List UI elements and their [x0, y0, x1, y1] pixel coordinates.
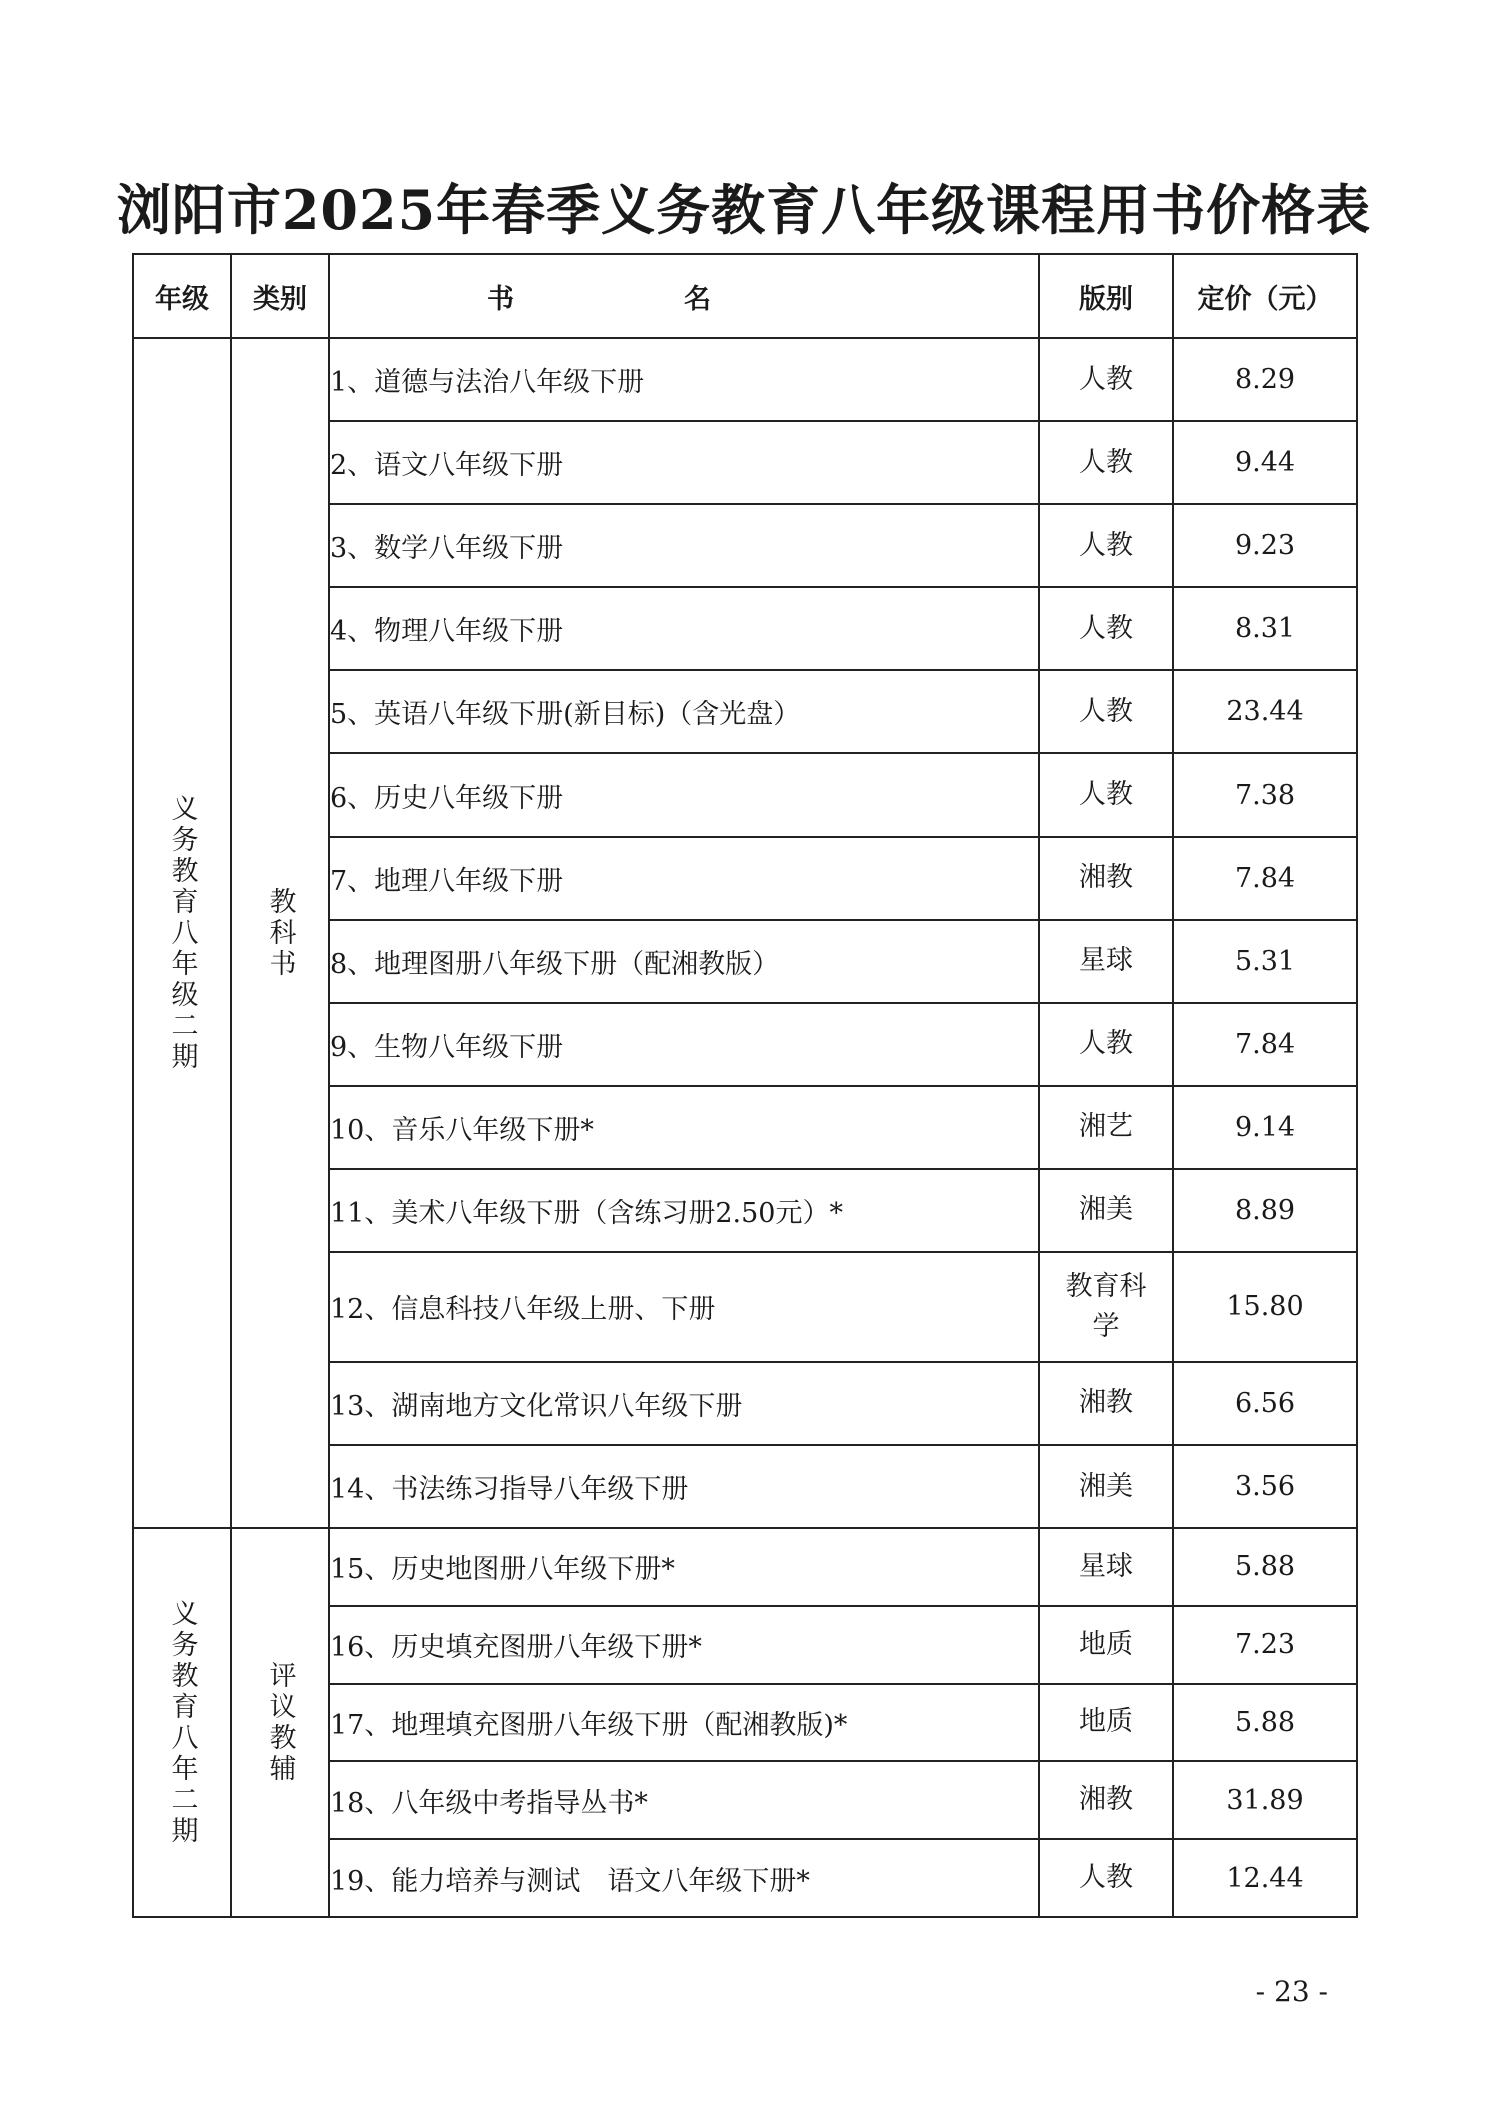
book-name-cell: 6、历史八年级下册	[329, 753, 1039, 836]
grade-cell	[133, 1528, 231, 1917]
edition-label: 地质	[1079, 1706, 1133, 1738]
book-name-cell: 1、道德与法治八年级下册	[329, 338, 1039, 421]
page-title: 浏阳市2025年春季义务教育八年级课程用书价格表	[116, 178, 1372, 242]
edition-label: 教育科学	[1065, 1270, 1147, 1342]
edition-cell	[1039, 1528, 1173, 1606]
page-number: - 23 -	[1255, 1975, 1328, 2008]
book-name-cell: 18、八年级中考指导丛书*	[329, 1761, 1039, 1839]
price-cell: 23.44	[1173, 670, 1357, 753]
edition-cell	[1039, 587, 1173, 670]
price-cell: 6.56	[1173, 1362, 1357, 1445]
category-label: 评议教辅	[264, 1660, 296, 1785]
edition-cell	[1039, 1003, 1173, 1086]
price-cell: 7.84	[1173, 1003, 1357, 1086]
edition-cell	[1039, 421, 1173, 504]
header-category: 类别	[231, 254, 329, 338]
header-edition: 版别	[1039, 254, 1173, 338]
price-cell: 9.44	[1173, 421, 1357, 504]
book-name-cell: 3、数学八年级下册	[329, 504, 1039, 587]
edition-label: 人教	[1079, 1028, 1133, 1060]
edition-label: 人教	[1079, 1862, 1133, 1894]
book-name-cell: 4、物理八年级下册	[329, 587, 1039, 670]
edition-label: 湘教	[1079, 862, 1133, 894]
price-cell: 15.80	[1173, 1252, 1357, 1362]
edition-cell	[1039, 1445, 1173, 1528]
edition-label: 人教	[1079, 779, 1133, 811]
edition-cell	[1039, 1761, 1173, 1839]
book-name-cell: 8、地理图册八年级下册（配湘教版）	[329, 920, 1039, 1003]
edition-label: 星球	[1079, 945, 1133, 977]
price-cell: 9.14	[1173, 1086, 1357, 1169]
book-name-cell: 19、能力培养与测试 语文八年级下册*	[329, 1839, 1039, 1917]
header-book-name	[329, 254, 1039, 338]
edition-cell	[1039, 1252, 1173, 1362]
book-name-cell: 2、语文八年级下册	[329, 421, 1039, 504]
category-label: 教科书	[264, 886, 296, 980]
edition-cell	[1039, 837, 1173, 920]
book-name-cell: 12、信息科技八年级上册、下册	[329, 1252, 1039, 1362]
book-name-cell: 10、音乐八年级下册*	[329, 1086, 1039, 1169]
price-cell: 7.84	[1173, 837, 1357, 920]
price-cell: 5.88	[1173, 1528, 1357, 1606]
grade-cell	[133, 338, 231, 1528]
header-price: 定价（元）	[1173, 254, 1357, 338]
book-name-cell: 14、书法练习指导八年级下册	[329, 1445, 1039, 1528]
table-row	[133, 338, 1357, 421]
book-name-cell: 9、生物八年级下册	[329, 1003, 1039, 1086]
edition-label: 湘美	[1079, 1470, 1133, 1502]
price-table	[132, 253, 1358, 1918]
table-row	[133, 1528, 1357, 1606]
edition-cell	[1039, 920, 1173, 1003]
edition-label: 湘教	[1079, 1387, 1133, 1419]
book-name-cell: 5、英语八年级下册(新目标)（含光盘）	[329, 670, 1039, 753]
table-body	[133, 338, 1357, 1917]
edition-label: 人教	[1079, 612, 1133, 644]
price-cell: 31.89	[1173, 1761, 1357, 1839]
edition-cell	[1039, 1362, 1173, 1445]
price-cell: 3.56	[1173, 1445, 1357, 1528]
edition-label: 湘美	[1079, 1194, 1133, 1226]
grade-label: 义务教育八年级二期	[166, 793, 198, 1073]
edition-label: 人教	[1079, 446, 1133, 478]
edition-label: 湘教	[1079, 1784, 1133, 1816]
edition-label: 地质	[1079, 1628, 1133, 1660]
category-cell	[231, 1528, 329, 1917]
edition-cell	[1039, 338, 1173, 421]
edition-cell	[1039, 670, 1173, 753]
book-name-cell: 16、历史填充图册八年级下册*	[329, 1606, 1039, 1684]
price-cell: 5.31	[1173, 920, 1357, 1003]
edition-cell	[1039, 1169, 1173, 1252]
header-grade: 年级	[133, 254, 231, 338]
category-cell	[231, 338, 329, 1528]
price-cell: 12.44	[1173, 1839, 1357, 1917]
edition-label: 人教	[1079, 529, 1133, 561]
edition-cell	[1039, 1086, 1173, 1169]
price-cell: 7.38	[1173, 753, 1357, 836]
book-name-cell: 11、美术八年级下册（含练习册2.50元）*	[329, 1169, 1039, 1252]
price-cell: 9.23	[1173, 504, 1357, 587]
book-name-cell: 17、地理填充图册八年级下册（配湘教版)*	[329, 1684, 1039, 1762]
edition-cell	[1039, 1606, 1173, 1684]
book-name-cell: 7、地理八年级下册	[329, 837, 1039, 920]
grade-label: 义务教育八年二期	[166, 1598, 198, 1847]
book-name-cell: 13、湖南地方文化常识八年级下册	[329, 1362, 1039, 1445]
header-row	[133, 254, 1357, 338]
price-cell: 8.31	[1173, 587, 1357, 670]
edition-cell	[1039, 753, 1173, 836]
edition-cell	[1039, 504, 1173, 587]
book-name-cell: 15、历史地图册八年级下册*	[329, 1528, 1039, 1606]
edition-cell	[1039, 1684, 1173, 1762]
edition-label: 人教	[1079, 363, 1133, 395]
price-cell: 8.89	[1173, 1169, 1357, 1252]
price-cell: 8.29	[1173, 338, 1357, 421]
edition-label: 人教	[1079, 695, 1133, 727]
header-book-name-label: 书名	[487, 283, 881, 315]
edition-label: 星球	[1079, 1550, 1133, 1582]
price-cell: 7.23	[1173, 1606, 1357, 1684]
edition-cell	[1039, 1839, 1173, 1917]
price-cell: 5.88	[1173, 1684, 1357, 1762]
edition-label: 湘艺	[1079, 1111, 1133, 1143]
